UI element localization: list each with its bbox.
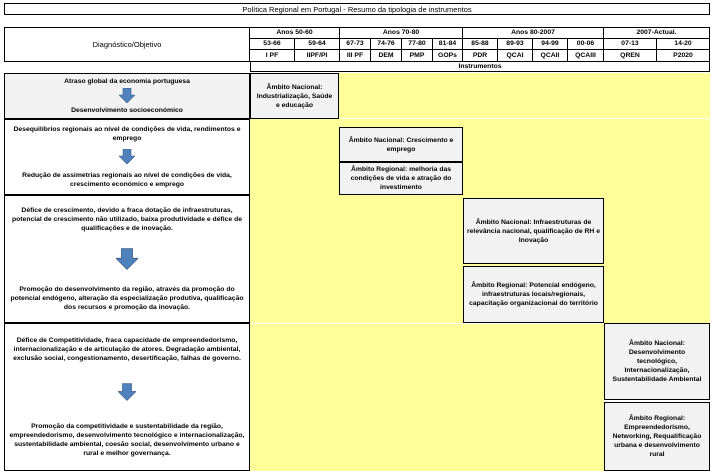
obj-text: Desenvolvimento socioeconómico: [71, 106, 183, 114]
instrument-regional-condicoes: Âmbito Regional: melhoria das condições de vida e atração do investimento: [339, 162, 463, 195]
year-cell: 67-73: [340, 39, 371, 50]
yellow-area: [339, 73, 710, 118]
program-cell: QCAII: [533, 50, 568, 62]
arrow-down-icon: [116, 248, 138, 270]
program-cell: PMP: [402, 50, 433, 62]
program-cell: GOPs: [433, 50, 463, 62]
year-cell: 89-93: [498, 39, 533, 50]
program-cell: III PF: [340, 50, 371, 62]
yellow-area: [250, 324, 604, 471]
instrument-regional-potencial: Âmbito Regional: Potencial endógeno, infraestruturas locais/regionais, capacitação organizacional do território: [463, 266, 604, 323]
year-cell: 74-76: [371, 39, 402, 50]
instrument-nacional-crescimento: Âmbito Nacional: Crescimento e emprego: [339, 127, 463, 162]
period-header: Anos 80-2007: [463, 27, 604, 39]
program-cell: QCAI: [498, 50, 533, 62]
program-cell: PDR: [463, 50, 498, 62]
obj-text: Promoção da competitividade e sustentabilidade da região, empreendedorismo, desenvolvimento tecnológico e internacionalização, sustentabilidade ambiental, coesão social, desenvolvimento urbano e rural e melhor governança.: [9, 422, 245, 457]
arrow-down-icon: [119, 88, 135, 103]
year-cell: 53-66: [250, 39, 295, 50]
year-cell: 94-99: [533, 39, 568, 50]
year-cell: 07-13: [604, 39, 657, 50]
diag-row-2: [4, 119, 250, 195]
instrument-regional-empreendedorismo: Âmbito Regional: Empreendedorismo, Networking, Requalificação urbana e desenvolvimento rural: [604, 402, 710, 471]
diag-text: Atraso global da economia portuguesa: [64, 78, 190, 86]
period-header: Anos 50-60: [250, 27, 340, 39]
program-cell: I PF: [250, 50, 295, 62]
year-cell: 00-06: [568, 39, 604, 50]
instrumentos-header: Instrumentos: [250, 62, 710, 72]
year-cell: 14-20: [657, 39, 710, 50]
diag-text: Défice de crescimento, devido a fraca dotação de infraestruturas, potencial de crescimento não utilizado, baixa produtividade e défice de qualificações e de inovação.: [11, 206, 243, 232]
arrow-down-icon: [119, 149, 135, 164]
diag-header: Diagnóstico/Objetivo: [4, 27, 250, 62]
program-cell: IIPF/PI: [295, 50, 340, 62]
program-cell: DEM: [371, 50, 402, 62]
obj-text: Redução de assimetrias regionais ao nível de condições de vida, crescimento económico e emprego: [22, 171, 232, 188]
diag-row-3: [4, 195, 250, 323]
diag-text: Défice de Competitividade, fraca capacidade de empreendedorismo, internacionalização e de articulação de atores. Degradação ambiental, exclusão social, congestionamento, desertificação, falhas de governo.: [13, 337, 241, 363]
period-header: Anos 70-80: [340, 27, 463, 39]
diag-text: Desequilíbrios regionais ao nível de condições de vida, rendimentos e emprego: [13, 126, 241, 143]
instrument-nacional-infraestruturas: Âmbito Nacional: Infraestruturas de relevância nacional, qualificação de RH e Inovação: [463, 198, 604, 264]
instrument-nacional-industrializacao: Âmbito Nacional: Industrialização, Saúde e educação: [250, 73, 339, 119]
program-cell: QREN: [604, 50, 657, 62]
year-cell: 59-64: [295, 39, 340, 50]
obj-text: Promoção do desenvolvimento da região, através da promoção do potencial endógeno, alteração da especialização produtiva, qualificação dos recursos e promoção da inovação.: [10, 286, 244, 312]
period-header: 2007-Actual.: [604, 27, 710, 39]
year-cell: 81-84: [433, 39, 463, 50]
arrow-down-icon: [118, 383, 136, 401]
program-cell: QCAIII: [568, 50, 604, 62]
diag-row-4: [4, 323, 250, 471]
year-cell: 85-88: [463, 39, 498, 50]
instrument-nacional-desenvolvimento: Âmbito Nacional: Desenvolvimento tecnológico, Internacionalização, Sustentabilidade Ambiental: [604, 323, 710, 400]
year-cell: 77-80: [402, 39, 433, 50]
diag-row-1: [4, 73, 250, 119]
page-title: Política Regional em Portugal - Resumo da tipologia de instrumentos: [4, 3, 710, 15]
program-cell: P2020: [657, 50, 710, 62]
